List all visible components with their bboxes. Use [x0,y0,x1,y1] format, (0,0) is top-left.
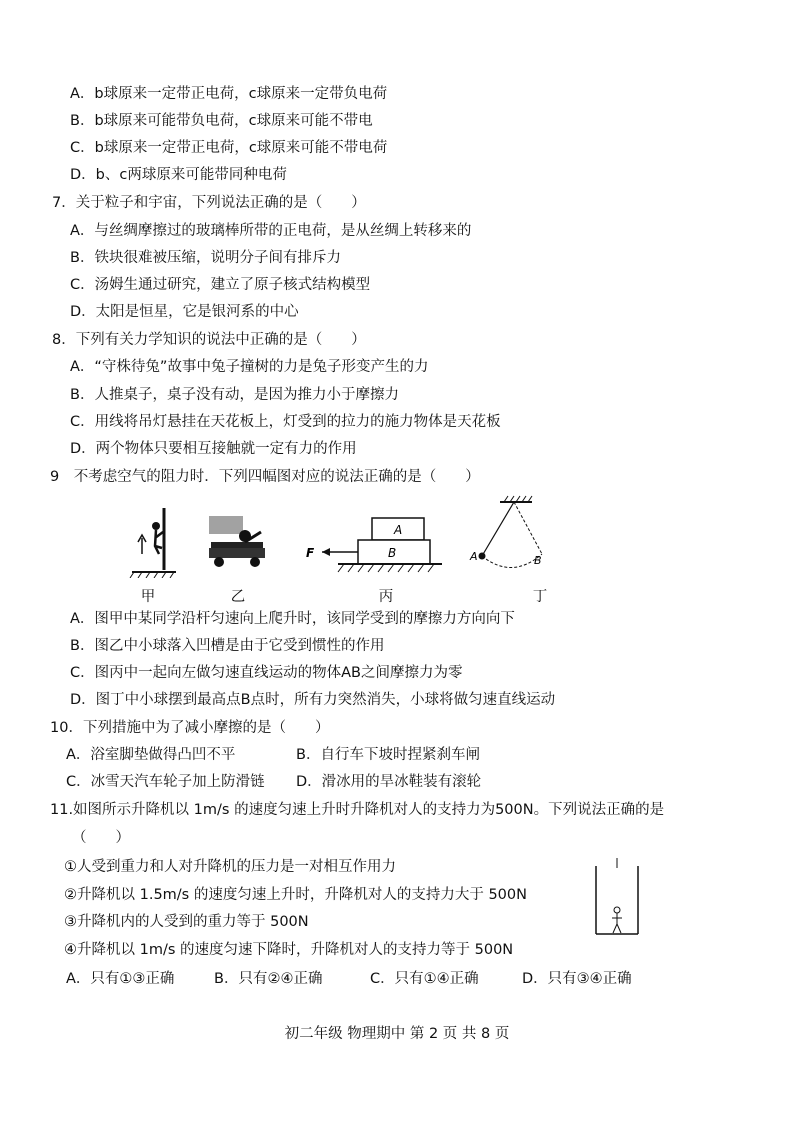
q8-option-a: A．“守株待兔”故事中兔子撞树的力是兔子形变产生的力 [70,359,429,375]
q9-option-d: D．图丁中小球摆到最高点B点时，所有力突然消失，小球将做匀速直线运动 [70,692,556,708]
figure-bing-blocks [302,508,446,578]
figure-jia-climber [128,502,178,578]
q8-stem: 8．下列有关力学知识的说法中正确的是（ ） [52,332,366,348]
q8-option-c: C．用线将吊灯悬挂在天花板上，灯受到的拉力的施力物体是天花板 [70,414,501,430]
figure-label-ding: 丁 [532,589,548,605]
figure-ding-pendulum [462,494,562,578]
q9-stem: 9 不考虑空气的阻力时．下列四幅图对应的说法正确的是（ ） [50,469,480,485]
q11-option-a: A．只有①③正确 [66,971,175,987]
figure-label-bing: 丙 [378,589,394,605]
q10-option-d: D．滑冰用的旱冰鞋装有滚轮 [296,774,482,790]
q9-option-c: C．图丙中一起向左做匀速直线运动的物体AB之间摩擦力为零 [70,665,463,681]
q6-option-b: B．b球原来可能带负电荷，c球原来可能不带电 [70,113,373,129]
q10-option-c: C．冰雪天汽车轮子加上防滑链 [66,774,265,790]
figure-label-yi: 乙 [230,589,246,605]
q11-statement-2: ②升降机以 1.5m/s 的速度匀速上升时，升降机对人的支持力大于 500N [64,887,527,903]
q11-statement-4: ④升降机以 1m/s 的速度匀速下降时，升降机对人的支持力等于 500N [64,942,514,958]
q7-stem: 7．关于粒子和宇宙，下列说法正确的是（ ） [52,195,366,211]
q7-option-c: C．汤姆生通过研究，建立了原子核式结构模型 [70,277,371,293]
page-footer: 初二年级 物理期中 第 2 页 共 8 页 [284,1026,510,1042]
force-f-label: F [306,546,315,560]
block-b-label: B [388,546,397,560]
q7-option-a: A．与丝绸摩擦过的玻璃棒所带的正电荷，是从丝绸上转移来的 [70,223,472,239]
q8-option-d: D．两个物体只要相互接触就一定有力的作用 [70,441,357,457]
pendulum-point-b: B [534,554,542,567]
q9-option-b: B．图乙中小球落入凹槽是由于它受到惯性的作用 [70,638,385,654]
q11-answer-paren: （ ） [72,830,130,846]
q9-option-a: A．图甲中某同学沿杆匀速向上爬升时，该同学受到的摩擦力方向向下 [70,611,515,627]
q10-option-b: B．自行车下坡时捏紧刹车闸 [296,747,480,763]
block-a-label: A [394,523,403,537]
pendulum-point-a: A [470,550,478,563]
q11-statement-3: ③升降机内的人受到的重力等于 500N [64,914,309,930]
q10-option-a: A．浴室脚垫做得凸凹不平 [66,747,236,763]
figure-elevator [592,858,644,938]
q7-option-d: D．太阳是恒星，它是银河系的中心 [70,304,299,320]
q7-option-b: B．铁块很难被压缩，说明分子间有排斥力 [70,250,341,266]
q11-statement-1: ①人受到重力和人对升降机的压力是一对相互作用力 [64,859,396,875]
q6-option-c: C．b球原来一定带正电荷，c球原来可能不带电荷 [70,140,388,156]
figure-yi-ball-groove [205,514,269,574]
q6-option-a: A．b球原来一定带正电荷，c球原来一定带负电荷 [70,86,388,102]
q11-option-b: B．只有②④正确 [214,971,323,987]
q6-option-d: D．b、c两球原来可能带同种电荷 [70,167,287,183]
q10-stem: 10．下列措施中为了减小摩擦的是（ ） [50,720,330,736]
q11-option-d: D．只有③④正确 [522,971,632,987]
figure-label-jia: 甲 [140,589,156,605]
q11-option-c: C．只有①④正确 [370,971,479,987]
q8-option-b: B．人推桌子，桌子没有动，是因为推力小于摩擦力 [70,387,399,403]
q11-stem: 11.如图所示升降机以 1m/s 的速度匀速上升时升降机对人的支持力为500N。下列说法正确的是 [50,802,665,818]
